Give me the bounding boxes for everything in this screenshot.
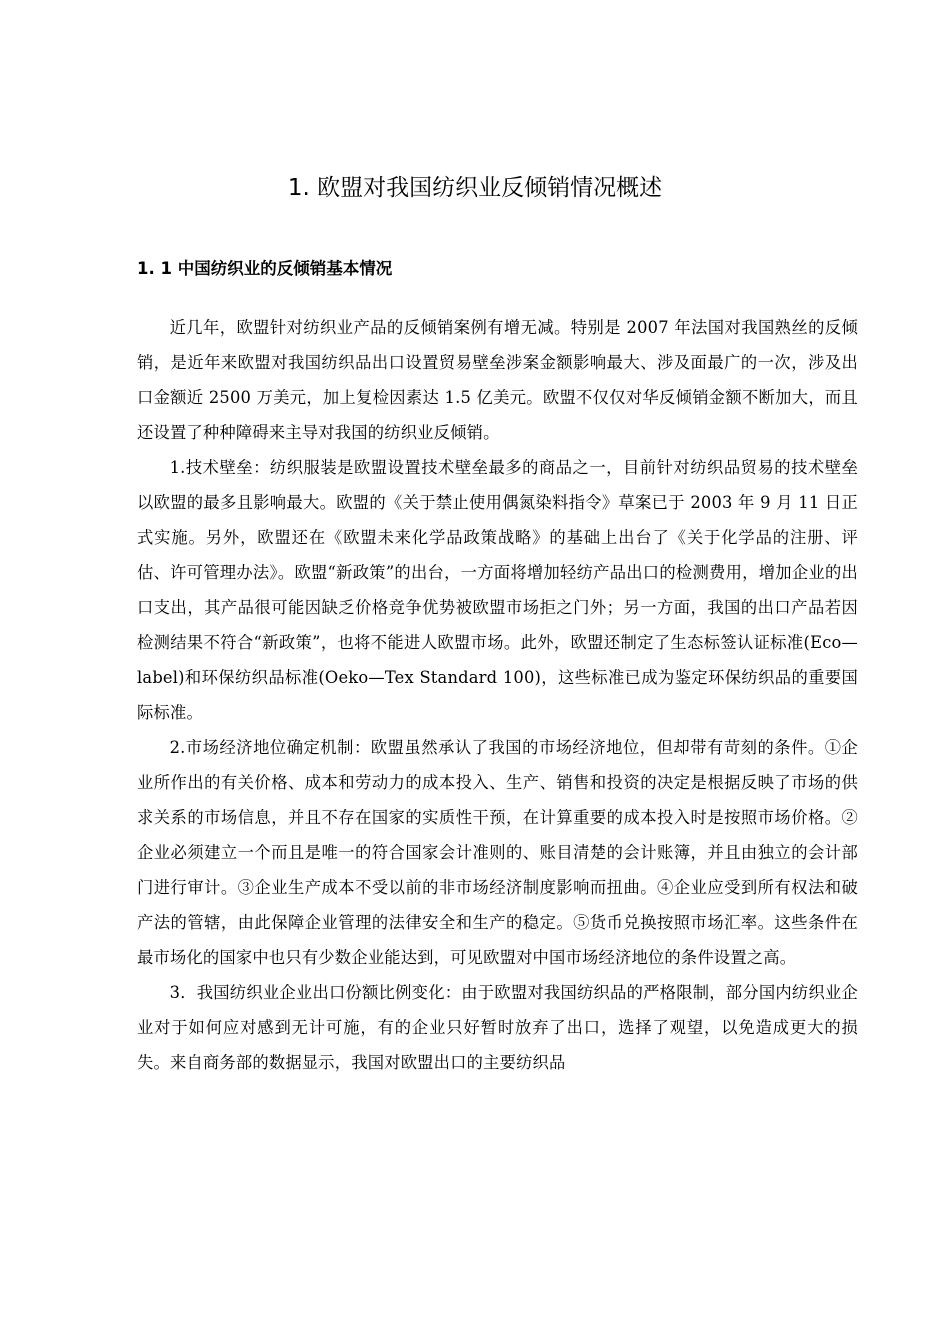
section-title: 1. 1 中国纺织业的反倾销基本情况 <box>137 259 393 278</box>
paragraph-export-share: 3．我国纺织业企业出口份额比例变化：由于欧盟对我国纺织品的严格限制，部分国内纺织业企业对于如何应对感到无计可施，有的企业只好暂时放弃了出口，选择了观望，以免造成更大的损失。来自商务部的数据显示，我国对欧盟出口的主要纺织品 <box>137 983 858 1072</box>
paragraph-technical-barriers: 1.技术壁垒：纺织服装是欧盟设置技术壁垒最多的商品之一，目前针对纺织品贸易的技术壁垒以欧盟的最多且影响最大。欧盟的《关于禁止使用偶氮染料指令》草案已于 2003 年 9 月 11 日正式实施。另外，欧盟还在《欧盟未来化学品政策战略》的基础上出台了《关于化学品的注册、评估、许可管理办法》。欧盟“新政策”的出台，一方面将增加轻纺产品出口的检测费用，增加企业的出口支出，其产品很可能因缺乏价格竞争优势被欧盟市场拒之门外；另一方面，我国的出口产品若因检测结果不符合“新政策”，也将不能进人欧盟市场。此外，欧盟还制定了生态标签认证标准(Eco—label)和环保纺织品标准(Oeko—Tex Standard 100)，这些标准已成为鉴定环保纺织品的重要国际标准。 <box>137 458 858 722</box>
body-text <box>137 310 858 1080</box>
paragraph-intro: 近几年，欧盟针对纺织业产品的反倾销案例有增无减。特别是 2007 年法国对我国熟丝的反倾销，是近年来欧盟对我国纺织品出口设置贸易壁垒涉案金额影响最大、涉及面最广的一次，涉及出口金额近 2500 万美元，加上复检因素达 1.5 亿美元。欧盟不仅仅对华反倾销金额不断加大，而且还设置了种种障碍来主导对我国的纺织业反倾销。 <box>137 318 858 442</box>
paragraph-market-economy-status: 2.市场经济地位确定机制：欧盟虽然承认了我国的市场经济地位，但却带有苛刻的条件。①企业所作出的有关价格、成本和劳动力的成本投入、生产、销售和投资的决定是根据反映了市场的供求关系的市场信息，并且不存在国家的实质性干预，在计算重要的成本投入时是按照市场价格。②企业必须建立一个而且是唯一的符合国家会计准则的、账目清楚的会计账簿，并且由独立的会计部门进行审计。③企业生产成本不受以前的非市场经济制度影响而扭曲。④企业应受到所有权法和破产法的管辖，由此保障企业管理的法律安全和生产的稳定。⑤货币兑换按照市场汇率。这些条件在最市场化的国家中也只有少数企业能达到，可见欧盟对中国市场经济地位的条件设置之高。 <box>137 738 858 967</box>
chapter-title: 1. 欧盟对我国纺织业反倾销情况概述 <box>287 175 663 201</box>
